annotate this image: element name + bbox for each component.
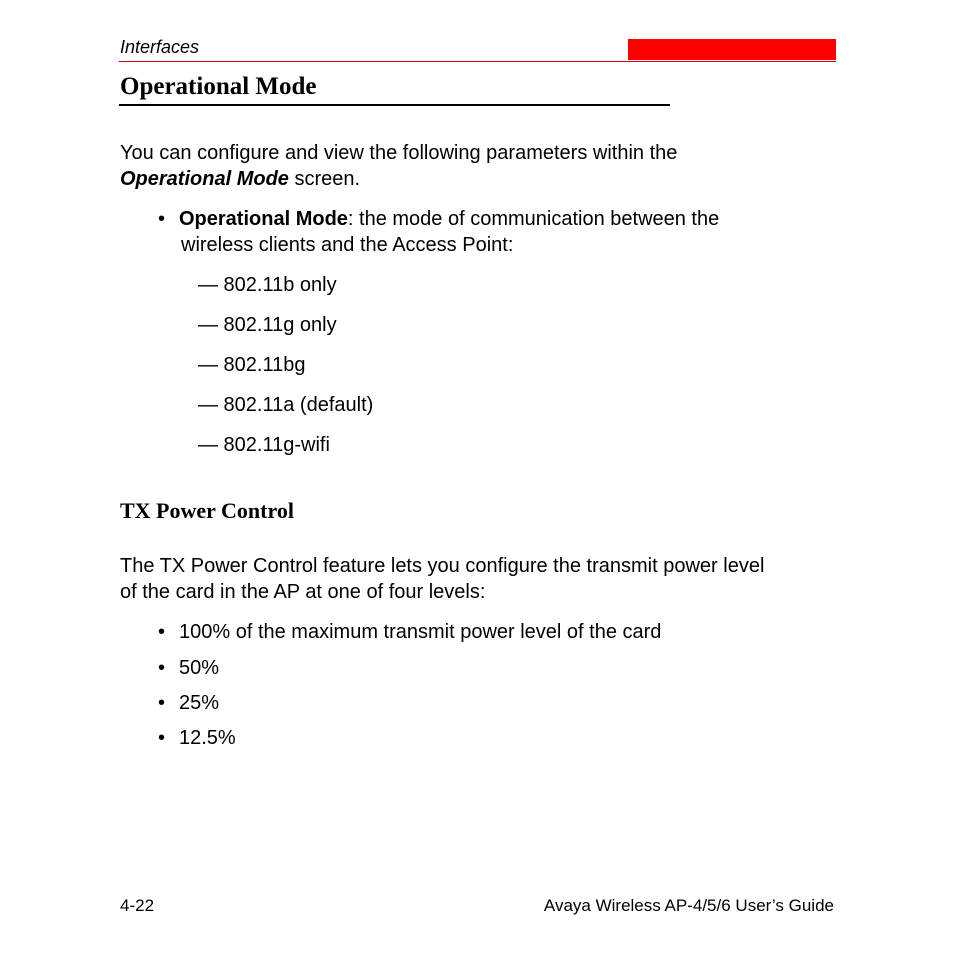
list-item: — 802.11a (default) — [198, 394, 374, 416]
tx-intro-line1: The TX Power Control feature lets you configure the transmit power level — [120, 555, 765, 577]
intro-text: You can configure and view the following parameters within the — [120, 142, 678, 164]
section-title-operational-mode: Operational Mode — [120, 73, 317, 100]
running-header: Interfaces — [120, 37, 200, 57]
list-item-text: 25% — [179, 692, 220, 714]
bullet-icon: • — [158, 692, 166, 714]
bullet-continuation: wireless clients and the Access Point: — [181, 234, 514, 256]
list-item-text: 50% — [179, 657, 220, 679]
bullet-icon: • — [158, 621, 166, 643]
bullet-icon: • — [158, 208, 166, 230]
bullet-term: Operational Mode — [179, 208, 348, 230]
tx-power-intro — [120, 553, 840, 605]
bullet-text: : the mode of communication between the — [347, 208, 720, 230]
bullet-icon: • — [158, 657, 166, 679]
guide-title: Avaya Wireless AP-4/5/6 User’s Guide — [543, 896, 834, 915]
list-item — [158, 725, 818, 751]
list-item — [158, 619, 818, 645]
section-title-tx-power-control: TX Power Control — [120, 498, 294, 523]
list-item: — 802.11b only — [198, 274, 337, 296]
intro-emphasis: Operational Mode — [120, 168, 289, 190]
list-item — [158, 690, 818, 716]
section-title-rule — [119, 104, 670, 106]
list-item: — 802.11g-wifi — [198, 434, 330, 456]
list-item: — 802.11bg — [198, 354, 306, 376]
header-accent-bar — [628, 39, 836, 60]
header-rule — [119, 61, 836, 62]
list-item-text: 100% of the maximum transmit power level of the card — [179, 621, 662, 643]
list-item — [158, 655, 818, 681]
tx-intro-line2: of the card in the AP at one of four levels: — [120, 581, 486, 603]
list-item: — 802.11g only — [198, 314, 337, 336]
list-item-text: 12.5% — [179, 727, 236, 749]
intro-tail: screen. — [288, 168, 361, 190]
page-number: 4-22 — [120, 896, 155, 915]
operational-mode-intro — [120, 140, 840, 192]
bullet-icon: • — [158, 727, 166, 749]
list-item-operational-mode — [158, 206, 818, 258]
